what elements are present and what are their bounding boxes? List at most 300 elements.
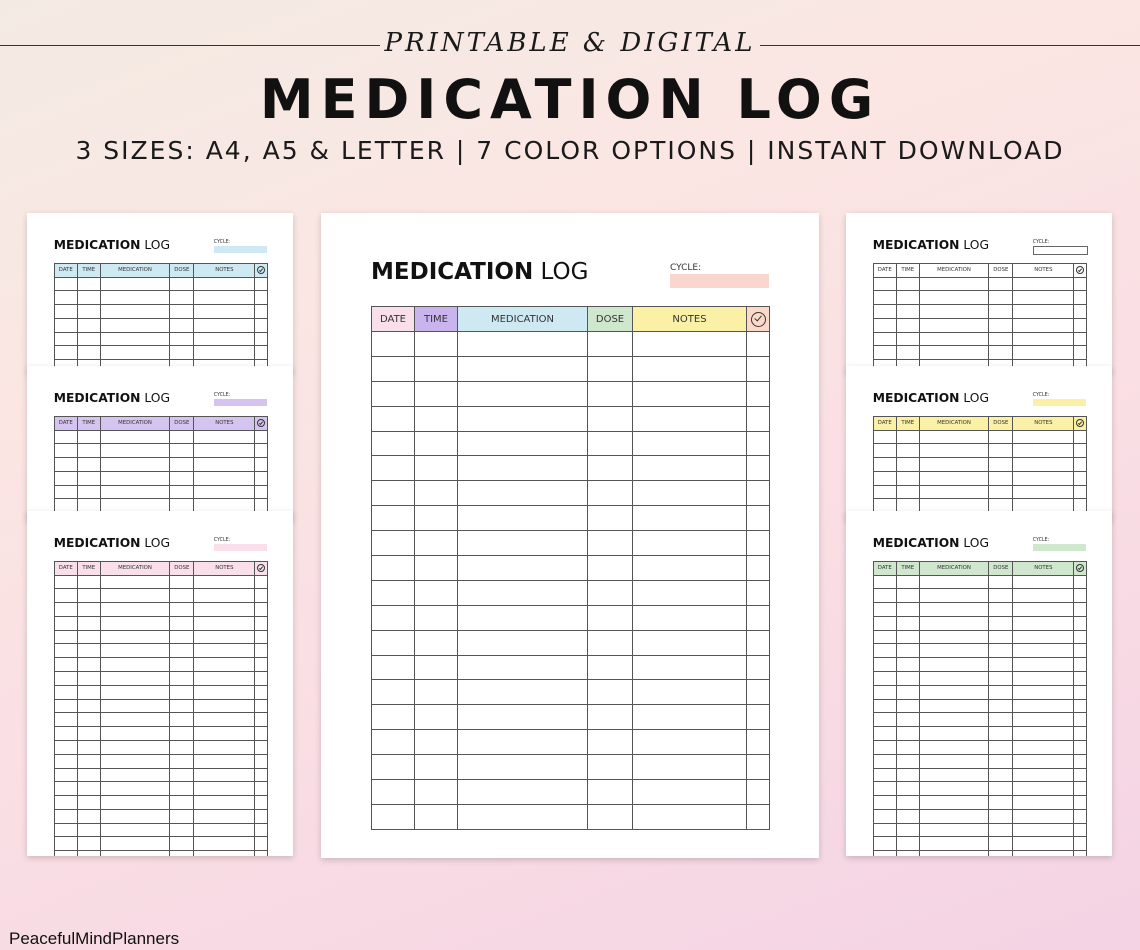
- table-cell[interactable]: [100, 672, 170, 686]
- table-cell[interactable]: [372, 655, 415, 680]
- table-cell[interactable]: [415, 356, 458, 381]
- table-cell[interactable]: [170, 589, 194, 603]
- table-cell[interactable]: [989, 644, 1013, 658]
- table-cell[interactable]: [1013, 754, 1074, 768]
- table-cell[interactable]: [170, 823, 194, 837]
- table-cell[interactable]: [170, 685, 194, 699]
- table-cell[interactable]: [255, 851, 267, 856]
- table-cell[interactable]: [170, 332, 194, 346]
- table-cell[interactable]: [415, 332, 458, 357]
- table-cell[interactable]: [919, 305, 989, 319]
- table-cell[interactable]: [989, 685, 1013, 699]
- table-cell[interactable]: [919, 823, 989, 837]
- table-cell[interactable]: [1013, 644, 1074, 658]
- table-cell[interactable]: [588, 630, 633, 655]
- table-cell[interactable]: [747, 705, 770, 730]
- table-cell[interactable]: [873, 485, 896, 499]
- table-cell[interactable]: [255, 796, 267, 810]
- table-cell[interactable]: [919, 768, 989, 782]
- table-cell[interactable]: [100, 589, 170, 603]
- table-cell[interactable]: [1013, 332, 1074, 346]
- table-cell[interactable]: [170, 740, 194, 754]
- table-cell[interactable]: [588, 556, 633, 581]
- table-cell[interactable]: [989, 837, 1013, 851]
- table-cell[interactable]: [194, 575, 255, 589]
- table-cell[interactable]: [77, 754, 100, 768]
- table-cell[interactable]: [54, 430, 77, 444]
- table-cell[interactable]: [1013, 851, 1074, 856]
- table-cell[interactable]: [77, 589, 100, 603]
- table-cell[interactable]: [989, 768, 1013, 782]
- table-cell[interactable]: [458, 556, 588, 581]
- table-cell[interactable]: [77, 837, 100, 851]
- table-cell[interactable]: [1013, 768, 1074, 782]
- table-cell[interactable]: [919, 485, 989, 499]
- table-cell[interactable]: [458, 605, 588, 630]
- table-cell[interactable]: [100, 837, 170, 851]
- table-cell[interactable]: [896, 699, 919, 713]
- table-cell[interactable]: [919, 444, 989, 458]
- table-cell[interactable]: [633, 456, 747, 481]
- table-cell[interactable]: [633, 506, 747, 531]
- table-cell[interactable]: [100, 768, 170, 782]
- table-cell[interactable]: [458, 705, 588, 730]
- table-cell[interactable]: [873, 603, 896, 617]
- table-cell[interactable]: [194, 685, 255, 699]
- table-cell[interactable]: [415, 556, 458, 581]
- table-cell[interactable]: [415, 605, 458, 630]
- table-cell[interactable]: [100, 699, 170, 713]
- table-cell[interactable]: [194, 430, 255, 444]
- table-cell[interactable]: [989, 444, 1013, 458]
- table-cell[interactable]: [873, 630, 896, 644]
- table-cell[interactable]: [896, 471, 919, 485]
- table-cell[interactable]: [100, 851, 170, 856]
- table-cell[interactable]: [1074, 658, 1086, 672]
- table-cell[interactable]: [194, 485, 255, 499]
- table-cell[interactable]: [919, 430, 989, 444]
- table-cell[interactable]: [255, 837, 267, 851]
- table-cell[interactable]: [1074, 768, 1086, 782]
- table-cell[interactable]: [919, 603, 989, 617]
- table-cell[interactable]: [54, 754, 77, 768]
- table-cell[interactable]: [54, 823, 77, 837]
- table-cell[interactable]: [415, 431, 458, 456]
- table-cell[interactable]: [255, 754, 267, 768]
- table-cell[interactable]: [873, 616, 896, 630]
- table-cell[interactable]: [415, 506, 458, 531]
- table-cell[interactable]: [633, 755, 747, 780]
- table-cell[interactable]: [896, 809, 919, 823]
- table-cell[interactable]: [100, 305, 170, 319]
- table-cell[interactable]: [100, 318, 170, 332]
- table-cell[interactable]: [170, 837, 194, 851]
- table-cell[interactable]: [372, 381, 415, 406]
- table-cell[interactable]: [100, 346, 170, 360]
- table-cell[interactable]: [1074, 346, 1086, 360]
- table-cell[interactable]: [747, 655, 770, 680]
- table-cell[interactable]: [633, 481, 747, 506]
- table-cell[interactable]: [255, 768, 267, 782]
- table-cell[interactable]: [100, 809, 170, 823]
- table-cell[interactable]: [458, 730, 588, 755]
- table-cell[interactable]: [77, 603, 100, 617]
- table-cell[interactable]: [1074, 809, 1086, 823]
- table-cell[interactable]: [54, 740, 77, 754]
- table-cell[interactable]: [458, 804, 588, 829]
- table-cell[interactable]: [100, 444, 170, 458]
- table-cell[interactable]: [919, 630, 989, 644]
- table-cell[interactable]: [919, 809, 989, 823]
- table-cell[interactable]: [1013, 485, 1074, 499]
- table-cell[interactable]: [1074, 458, 1086, 472]
- table-cell[interactable]: [873, 277, 896, 291]
- table-cell[interactable]: [194, 727, 255, 741]
- table-cell[interactable]: [194, 471, 255, 485]
- table-cell[interactable]: [100, 575, 170, 589]
- table-cell[interactable]: [1013, 430, 1074, 444]
- table-cell[interactable]: [170, 430, 194, 444]
- table-cell[interactable]: [873, 305, 896, 319]
- table-cell[interactable]: [588, 431, 633, 456]
- table-cell[interactable]: [372, 556, 415, 581]
- table-cell[interactable]: [255, 644, 267, 658]
- table-cell[interactable]: [919, 616, 989, 630]
- table-cell[interactable]: [415, 456, 458, 481]
- table-cell[interactable]: [873, 768, 896, 782]
- table-cell[interactable]: [170, 305, 194, 319]
- table-cell[interactable]: [372, 356, 415, 381]
- table-cell[interactable]: [873, 685, 896, 699]
- table-cell[interactable]: [873, 444, 896, 458]
- table-cell[interactable]: [77, 727, 100, 741]
- table-cell[interactable]: [100, 471, 170, 485]
- table-cell[interactable]: [1013, 672, 1074, 686]
- table-cell[interactable]: [747, 332, 770, 357]
- table-cell[interactable]: [919, 658, 989, 672]
- table-cell[interactable]: [588, 780, 633, 805]
- table-cell[interactable]: [415, 630, 458, 655]
- table-cell[interactable]: [170, 458, 194, 472]
- table-cell[interactable]: [77, 672, 100, 686]
- table-cell[interactable]: [194, 658, 255, 672]
- table-cell[interactable]: [873, 823, 896, 837]
- table-cell[interactable]: [77, 796, 100, 810]
- table-cell[interactable]: [919, 754, 989, 768]
- table-cell[interactable]: [1074, 851, 1086, 856]
- table-cell[interactable]: [255, 291, 267, 305]
- table-cell[interactable]: [372, 580, 415, 605]
- table-cell[interactable]: [919, 782, 989, 796]
- table-cell[interactable]: [415, 406, 458, 431]
- table-cell[interactable]: [170, 277, 194, 291]
- table-cell[interactable]: [255, 630, 267, 644]
- table-cell[interactable]: [588, 804, 633, 829]
- table-cell[interactable]: [989, 589, 1013, 603]
- table-cell[interactable]: [873, 318, 896, 332]
- table-cell[interactable]: [633, 655, 747, 680]
- table-cell[interactable]: [372, 705, 415, 730]
- table-cell[interactable]: [989, 713, 1013, 727]
- table-cell[interactable]: [77, 430, 100, 444]
- table-cell[interactable]: [77, 658, 100, 672]
- table-cell[interactable]: [989, 616, 1013, 630]
- table-cell[interactable]: [77, 318, 100, 332]
- table-cell[interactable]: [54, 837, 77, 851]
- table-cell[interactable]: [458, 655, 588, 680]
- table-cell[interactable]: [255, 444, 267, 458]
- table-cell[interactable]: [77, 332, 100, 346]
- table-cell[interactable]: [194, 305, 255, 319]
- table-cell[interactable]: [255, 332, 267, 346]
- table-cell[interactable]: [170, 616, 194, 630]
- table-cell[interactable]: [919, 291, 989, 305]
- table-cell[interactable]: [77, 699, 100, 713]
- table-cell[interactable]: [747, 381, 770, 406]
- table-cell[interactable]: [458, 431, 588, 456]
- table-cell[interactable]: [1013, 630, 1074, 644]
- table-cell[interactable]: [1013, 727, 1074, 741]
- table-cell[interactable]: [989, 851, 1013, 856]
- table-cell[interactable]: [54, 658, 77, 672]
- table-cell[interactable]: [896, 332, 919, 346]
- table-cell[interactable]: [458, 456, 588, 481]
- table-cell[interactable]: [1013, 603, 1074, 617]
- table-cell[interactable]: [1074, 305, 1086, 319]
- table-cell[interactable]: [255, 672, 267, 686]
- table-cell[interactable]: [54, 630, 77, 644]
- table-cell[interactable]: [873, 740, 896, 754]
- table-cell[interactable]: [100, 754, 170, 768]
- table-cell[interactable]: [77, 277, 100, 291]
- table-cell[interactable]: [1074, 444, 1086, 458]
- table-cell[interactable]: [77, 685, 100, 699]
- table-cell[interactable]: [896, 672, 919, 686]
- table-cell[interactable]: [633, 556, 747, 581]
- table-cell[interactable]: [588, 655, 633, 680]
- table-cell[interactable]: [415, 531, 458, 556]
- table-cell[interactable]: [458, 531, 588, 556]
- table-cell[interactable]: [170, 346, 194, 360]
- table-cell[interactable]: [100, 796, 170, 810]
- table-cell[interactable]: [747, 481, 770, 506]
- table-cell[interactable]: [255, 471, 267, 485]
- table-cell[interactable]: [896, 318, 919, 332]
- table-cell[interactable]: [415, 705, 458, 730]
- table-cell[interactable]: [919, 851, 989, 856]
- table-cell[interactable]: [1074, 699, 1086, 713]
- table-cell[interactable]: [255, 305, 267, 319]
- table-cell[interactable]: [170, 727, 194, 741]
- table-cell[interactable]: [458, 356, 588, 381]
- table-cell[interactable]: [1074, 291, 1086, 305]
- table-cell[interactable]: [194, 346, 255, 360]
- table-cell[interactable]: [633, 680, 747, 705]
- table-cell[interactable]: [989, 796, 1013, 810]
- table-cell[interactable]: [873, 471, 896, 485]
- table-cell[interactable]: [747, 580, 770, 605]
- table-cell[interactable]: [100, 630, 170, 644]
- table-cell[interactable]: [588, 381, 633, 406]
- table-cell[interactable]: [747, 630, 770, 655]
- table-cell[interactable]: [1074, 277, 1086, 291]
- table-cell[interactable]: [1013, 837, 1074, 851]
- table-cell[interactable]: [77, 644, 100, 658]
- table-cell[interactable]: [372, 506, 415, 531]
- table-cell[interactable]: [54, 589, 77, 603]
- table-cell[interactable]: [194, 754, 255, 768]
- table-cell[interactable]: [54, 809, 77, 823]
- table-cell[interactable]: [415, 755, 458, 780]
- table-cell[interactable]: [170, 768, 194, 782]
- table-cell[interactable]: [633, 356, 747, 381]
- table-cell[interactable]: [54, 458, 77, 472]
- table-cell[interactable]: [77, 851, 100, 856]
- table-cell[interactable]: [415, 655, 458, 680]
- table-cell[interactable]: [77, 575, 100, 589]
- table-cell[interactable]: [873, 754, 896, 768]
- table-cell[interactable]: [170, 471, 194, 485]
- table-cell[interactable]: [896, 782, 919, 796]
- table-cell[interactable]: [372, 481, 415, 506]
- table-cell[interactable]: [372, 755, 415, 780]
- table-cell[interactable]: [1013, 458, 1074, 472]
- table-cell[interactable]: [100, 458, 170, 472]
- table-cell[interactable]: [896, 277, 919, 291]
- table-cell[interactable]: [896, 485, 919, 499]
- table-cell[interactable]: [747, 680, 770, 705]
- table-cell[interactable]: [989, 318, 1013, 332]
- table-cell[interactable]: [1074, 471, 1086, 485]
- table-cell[interactable]: [896, 851, 919, 856]
- table-cell[interactable]: [255, 809, 267, 823]
- table-cell[interactable]: [1074, 485, 1086, 499]
- table-cell[interactable]: [1074, 603, 1086, 617]
- table-cell[interactable]: [458, 755, 588, 780]
- table-cell[interactable]: [919, 277, 989, 291]
- table-cell[interactable]: [77, 471, 100, 485]
- table-cell[interactable]: [896, 740, 919, 754]
- table-cell[interactable]: [255, 740, 267, 754]
- table-cell[interactable]: [77, 823, 100, 837]
- table-cell[interactable]: [1074, 837, 1086, 851]
- table-cell[interactable]: [54, 644, 77, 658]
- table-cell[interactable]: [194, 672, 255, 686]
- table-cell[interactable]: [588, 332, 633, 357]
- table-cell[interactable]: [54, 444, 77, 458]
- table-cell[interactable]: [170, 713, 194, 727]
- table-cell[interactable]: [633, 531, 747, 556]
- table-cell[interactable]: [1074, 713, 1086, 727]
- table-cell[interactable]: [747, 556, 770, 581]
- table-cell[interactable]: [458, 680, 588, 705]
- table-cell[interactable]: [194, 837, 255, 851]
- table-cell[interactable]: [989, 754, 1013, 768]
- table-cell[interactable]: [919, 796, 989, 810]
- table-cell[interactable]: [54, 332, 77, 346]
- table-cell[interactable]: [54, 318, 77, 332]
- table-cell[interactable]: [588, 456, 633, 481]
- table-cell[interactable]: [170, 754, 194, 768]
- table-cell[interactable]: [1013, 444, 1074, 458]
- table-cell[interactable]: [54, 851, 77, 856]
- table-cell[interactable]: [989, 699, 1013, 713]
- table-cell[interactable]: [1013, 471, 1074, 485]
- table-cell[interactable]: [1013, 305, 1074, 319]
- table-cell[interactable]: [54, 305, 77, 319]
- table-cell[interactable]: [1074, 575, 1086, 589]
- table-cell[interactable]: [588, 406, 633, 431]
- table-cell[interactable]: [77, 485, 100, 499]
- table-cell[interactable]: [255, 823, 267, 837]
- table-cell[interactable]: [896, 685, 919, 699]
- table-cell[interactable]: [415, 780, 458, 805]
- table-cell[interactable]: [989, 485, 1013, 499]
- table-cell[interactable]: [1074, 672, 1086, 686]
- table-cell[interactable]: [194, 458, 255, 472]
- table-cell[interactable]: [54, 346, 77, 360]
- table-cell[interactable]: [458, 481, 588, 506]
- table-cell[interactable]: [633, 381, 747, 406]
- table-cell[interactable]: [896, 616, 919, 630]
- table-cell[interactable]: [633, 332, 747, 357]
- table-cell[interactable]: [919, 740, 989, 754]
- table-cell[interactable]: [54, 782, 77, 796]
- table-cell[interactable]: [896, 644, 919, 658]
- table-cell[interactable]: [873, 644, 896, 658]
- table-cell[interactable]: [1074, 630, 1086, 644]
- table-cell[interactable]: [1013, 346, 1074, 360]
- table-cell[interactable]: [989, 809, 1013, 823]
- table-cell[interactable]: [255, 575, 267, 589]
- table-cell[interactable]: [77, 768, 100, 782]
- table-cell[interactable]: [896, 727, 919, 741]
- table-cell[interactable]: [194, 823, 255, 837]
- table-cell[interactable]: [372, 804, 415, 829]
- table-cell[interactable]: [54, 796, 77, 810]
- table-cell[interactable]: [919, 575, 989, 589]
- table-cell[interactable]: [919, 332, 989, 346]
- table-cell[interactable]: [747, 730, 770, 755]
- table-cell[interactable]: [919, 318, 989, 332]
- table-cell[interactable]: [458, 332, 588, 357]
- table-cell[interactable]: [1074, 685, 1086, 699]
- table-cell[interactable]: [255, 346, 267, 360]
- table-cell[interactable]: [633, 705, 747, 730]
- table-cell[interactable]: [989, 458, 1013, 472]
- table-cell[interactable]: [919, 589, 989, 603]
- table-cell[interactable]: [1074, 616, 1086, 630]
- table-cell[interactable]: [194, 782, 255, 796]
- table-cell[interactable]: [54, 672, 77, 686]
- table-cell[interactable]: [896, 630, 919, 644]
- table-cell[interactable]: [873, 346, 896, 360]
- table-cell[interactable]: [873, 851, 896, 856]
- table-cell[interactable]: [1074, 332, 1086, 346]
- table-cell[interactable]: [415, 680, 458, 705]
- table-cell[interactable]: [170, 658, 194, 672]
- table-cell[interactable]: [896, 823, 919, 837]
- table-cell[interactable]: [194, 713, 255, 727]
- table-cell[interactable]: [77, 616, 100, 630]
- table-cell[interactable]: [873, 809, 896, 823]
- table-cell[interactable]: [194, 603, 255, 617]
- table-cell[interactable]: [989, 305, 1013, 319]
- table-cell[interactable]: [458, 506, 588, 531]
- table-cell[interactable]: [919, 644, 989, 658]
- table-cell[interactable]: [919, 699, 989, 713]
- table-cell[interactable]: [255, 318, 267, 332]
